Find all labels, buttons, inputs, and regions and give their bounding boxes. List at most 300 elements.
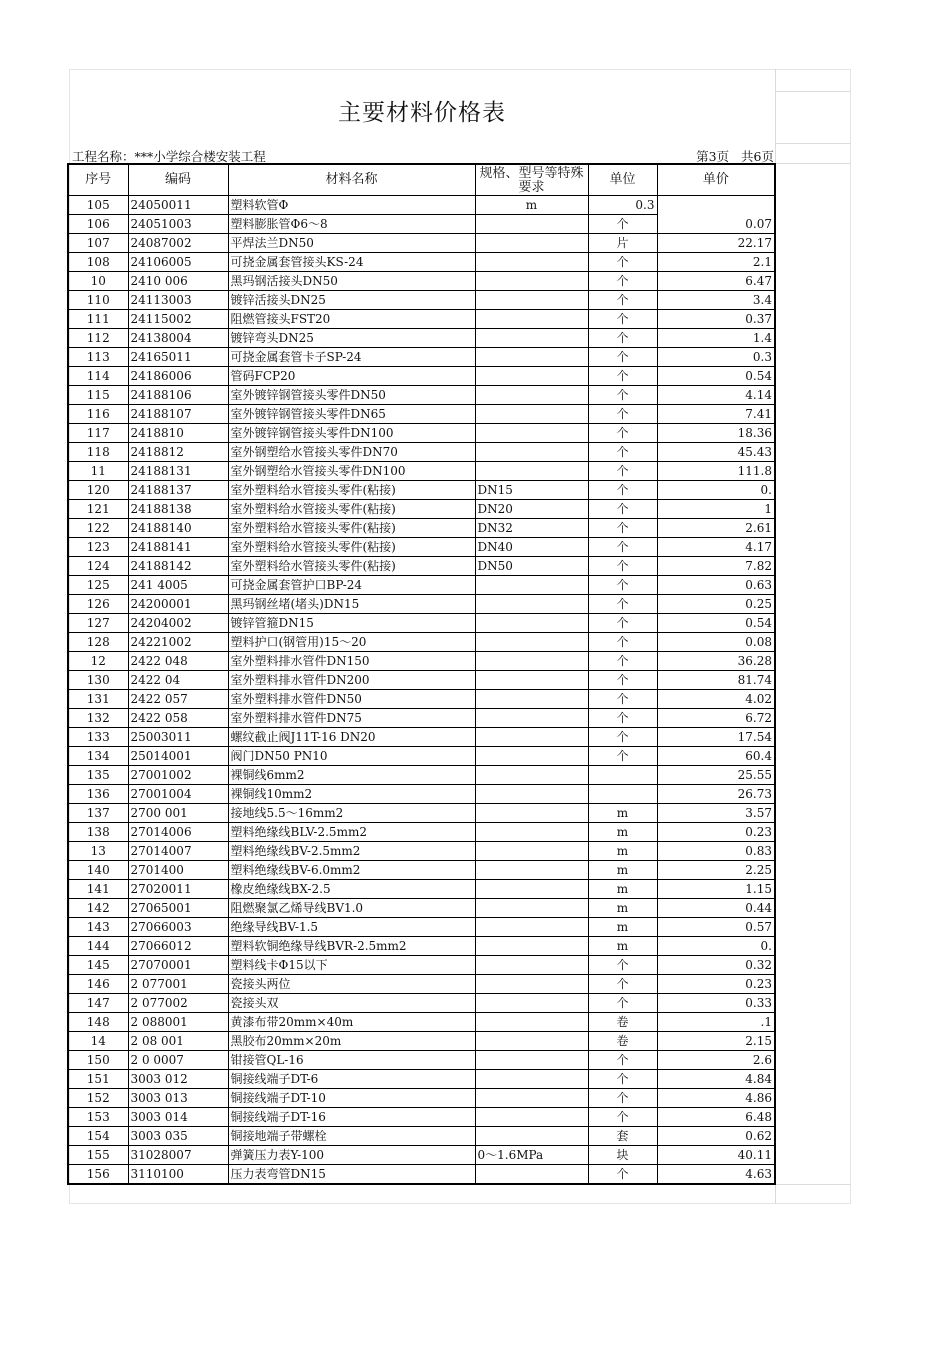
row-spec [475,1070,588,1089]
row-unit: 个 [588,500,657,519]
row-code: 3003 013 [128,1089,228,1108]
table-row [68,690,775,709]
table-row [68,1032,775,1051]
row-material-name: 室外塑料排水管件DN150 [228,652,475,671]
row-material-name: 平焊法兰DN50 [228,234,475,253]
row-code: 27014007 [128,842,228,861]
side-gridline [775,163,851,164]
row-unit: 个 [588,253,657,272]
row-number: 108 [68,253,128,272]
row-code: 24188142 [128,557,228,576]
table-row [68,1108,775,1127]
row-number: 118 [68,443,128,462]
row-price: 0.3 [588,196,657,215]
row-spec [475,804,588,823]
row-number: 150 [68,1051,128,1070]
table-row [68,1127,775,1146]
row-code: 2422 058 [128,709,228,728]
row-price: 0.44 [657,899,775,918]
row-spec [475,709,588,728]
row-spec [475,215,588,234]
row-code: 2422 057 [128,690,228,709]
row-number: 111 [68,310,128,329]
table-row [68,709,775,728]
row-code: 24188137 [128,481,228,500]
row-price: 7.41 [657,405,775,424]
row-price: .1 [657,1013,775,1032]
row-spec [475,956,588,975]
row-number: 137 [68,804,128,823]
row-unit: 个 [588,1070,657,1089]
row-code: 24188131 [128,462,228,481]
row-number: 126 [68,595,128,614]
row-unit: 个 [588,462,657,481]
row-material-name: 室外镀锌钢管接头零件DN50 [228,386,475,405]
row-material-name: 塑料软管Φ [228,196,475,215]
table-row [68,975,775,994]
row-code: 25014001 [128,747,228,766]
row-spec [475,1013,588,1032]
row-unit: 个 [588,424,657,443]
table-row [68,196,775,215]
side-column [775,69,851,1204]
row-price: 6.48 [657,1108,775,1127]
row-price: 2.61 [657,519,775,538]
row-price: 25.55 [657,766,775,785]
row-code: 2422 04 [128,671,228,690]
row-unit: 个 [588,1165,657,1185]
table-row [68,1165,775,1185]
row-number: 134 [68,747,128,766]
row-code: 241 4005 [128,576,228,595]
row-unit: m [588,804,657,823]
table-row [68,842,775,861]
row-code: 24050011 [128,196,228,215]
row-price: 6.72 [657,709,775,728]
table-row [68,443,775,462]
row-material-name: 黄漆布带20mm×40m [228,1013,475,1032]
row-price: 4.84 [657,1070,775,1089]
table-row [68,671,775,690]
row-price: 4.17 [657,538,775,557]
table-row [68,728,775,747]
row-number: 13 [68,842,128,861]
row-number: 127 [68,614,128,633]
row-material-name: 室外塑料排水管件DN50 [228,690,475,709]
row-material-name: 塑料软铜绝缘导线BVR-2.5mm2 [228,937,475,956]
row-number: 143 [68,918,128,937]
row-code: 24188138 [128,500,228,519]
row-material-name: 镀锌管箍DN15 [228,614,475,633]
row-number: 132 [68,709,128,728]
row-number: 146 [68,975,128,994]
row-material-name: 塑料绝缘线BV-2.5mm2 [228,842,475,861]
row-spec [475,633,588,652]
row-spec [475,994,588,1013]
row-spec [475,1165,588,1185]
table-row [68,462,775,481]
row-material-name: 阻燃聚氯乙烯导线BV1.0 [228,899,475,918]
row-price: 17.54 [657,728,775,747]
row-material-name: 铜接线端子DT-16 [228,1108,475,1127]
row-unit [588,766,657,785]
row-material-name: 室外塑料给水管接头零件(粘接) [228,500,475,519]
table-row [68,424,775,443]
row-spec [475,1051,588,1070]
table-row [68,405,775,424]
table-row [68,747,775,766]
row-spec [475,899,588,918]
table-row [68,823,775,842]
table-row [68,481,775,500]
row-price: 4.02 [657,690,775,709]
row-unit: 个 [588,329,657,348]
row-number: 144 [68,937,128,956]
row-unit: 个 [588,747,657,766]
row-unit: m [588,861,657,880]
row-code: 27066003 [128,918,228,937]
row-material-name: 钳接管QL-16 [228,1051,475,1070]
row-unit: 个 [588,538,657,557]
side-gridline [775,91,851,92]
row-spec [475,348,588,367]
row-unit: 个 [588,652,657,671]
row-spec [475,272,588,291]
row-spec [475,462,588,481]
row-number: 130 [68,671,128,690]
row-material-name: 室外塑料给水管接头零件(粘接) [228,538,475,557]
row-spec [475,424,588,443]
row-material-name: 镀锌弯头DN25 [228,329,475,348]
row-material-name: 阻燃管接头FST20 [228,310,475,329]
row-unit: m [588,899,657,918]
row-spec [475,671,588,690]
row-material-name: 管码FCP20 [228,367,475,386]
row-code: 24221002 [128,633,228,652]
row-unit: 个 [588,728,657,747]
row-number: 114 [68,367,128,386]
row-material-name: 铜接地端子带螺栓 [228,1127,475,1146]
row-material-name: 可挠金属套管卡子SP-24 [228,348,475,367]
table-row [68,956,775,975]
row-unit: 个 [588,1089,657,1108]
row-code: 2418810 [128,424,228,443]
row-number: 12 [68,652,128,671]
row-material-name: 铜接线端子DT-6 [228,1070,475,1089]
table-row [68,899,775,918]
row-unit: 个 [588,1108,657,1127]
materials-table [67,163,776,1185]
row-unit: 卷 [588,1013,657,1032]
row-price: 0.25 [657,595,775,614]
table-row [68,367,775,386]
row-spec [475,918,588,937]
row-price: 45.43 [657,443,775,462]
row-number: 153 [68,1108,128,1127]
row-unit: m [475,196,588,215]
table-row [68,272,775,291]
row-number: 125 [68,576,128,595]
row-code: 2418812 [128,443,228,462]
row-unit: 片 [588,234,657,253]
row-number: 116 [68,405,128,424]
row-material-name: 室外钢塑给水管接头零件DN100 [228,462,475,481]
row-price: 0.54 [657,614,775,633]
row-number: 141 [68,880,128,899]
row-number: 151 [68,1070,128,1089]
row-code: 27070001 [128,956,228,975]
row-spec [475,747,588,766]
row-code: 27066012 [128,937,228,956]
row-spec [475,937,588,956]
table-row [68,861,775,880]
row-price: 4.63 [657,1165,775,1185]
row-price: 3.57 [657,804,775,823]
row-price: 1.15 [657,880,775,899]
row-price: 0.63 [657,576,775,595]
row-material-name: 黑玛钢丝堵(堵头)DN15 [228,595,475,614]
row-number: 148 [68,1013,128,1032]
row-unit: 个 [588,291,657,310]
row-unit: 个 [588,956,657,975]
row-material-name: 可挠金属套管接头KS-24 [228,253,475,272]
row-unit: 个 [588,614,657,633]
table-row [68,348,775,367]
row-material-name: 弹簧压力表Y-100 [228,1146,475,1165]
row-material-name: 橡皮绝缘线BX-2.5 [228,880,475,899]
row-price: 81.74 [657,671,775,690]
row-material-name: 压力表弯管DN15 [228,1165,475,1185]
row-unit: 个 [588,405,657,424]
row-number: 136 [68,785,128,804]
row-spec: DN20 [475,500,588,519]
header-price: 单价 [657,164,775,196]
row-material-name: 室外塑料给水管接头零件(粘接) [228,519,475,538]
row-unit: 个 [588,519,657,538]
row-number: 120 [68,481,128,500]
row-number: 113 [68,348,128,367]
row-price: 0.54 [657,367,775,386]
row-unit: 个 [588,557,657,576]
row-number: 133 [68,728,128,747]
row-price: 36.28 [657,652,775,671]
row-number: 145 [68,956,128,975]
row-code: 3003 014 [128,1108,228,1127]
table-row [68,785,775,804]
row-number: 115 [68,386,128,405]
table-row [68,519,775,538]
header-code: 编码 [128,164,228,196]
table-row [68,215,775,234]
row-code: 24051003 [128,215,228,234]
row-price: 4.86 [657,1089,775,1108]
row-code: 24188107 [128,405,228,424]
row-code: 24113003 [128,291,228,310]
row-code: 2 08 001 [128,1032,228,1051]
row-spec [475,785,588,804]
row-code: 3110100 [128,1165,228,1185]
row-code: 2410 006 [128,272,228,291]
row-unit: 个 [588,215,657,234]
row-price: 0.07 [657,215,775,234]
row-unit: 个 [588,975,657,994]
table-row [68,937,775,956]
row-number: 138 [68,823,128,842]
table-row [68,538,775,557]
row-code: 27014006 [128,823,228,842]
row-spec: DN15 [475,481,588,500]
row-number: 117 [68,424,128,443]
row-number: 106 [68,215,128,234]
row-code: 27020011 [128,880,228,899]
row-unit: 个 [588,272,657,291]
header-name: 材料名称 [228,164,475,196]
row-spec [475,690,588,709]
row-number: 147 [68,994,128,1013]
row-material-name: 螺纹截止阀J11T-16 DN20 [228,728,475,747]
row-spec [475,861,588,880]
row-price: 0.32 [657,956,775,975]
row-code: 24204002 [128,614,228,633]
row-unit: m [588,842,657,861]
table-row [68,918,775,937]
row-material-name: 黑玛钢活接头DN50 [228,272,475,291]
row-price: 7.82 [657,557,775,576]
row-number: 110 [68,291,128,310]
row-unit: 个 [588,709,657,728]
table-row [68,766,775,785]
row-spec [475,253,588,272]
row-code: 31028007 [128,1146,228,1165]
row-code: 24186006 [128,367,228,386]
table-row [68,1013,775,1032]
row-price: 2.15 [657,1032,775,1051]
row-price: 1.4 [657,329,775,348]
row-material-name: 铜接线端子DT-10 [228,1089,475,1108]
row-spec: DN32 [475,519,588,538]
row-unit: m [588,823,657,842]
table-row [68,804,775,823]
header-no: 序号 [68,164,128,196]
row-price: 4.14 [657,386,775,405]
row-unit: 个 [588,595,657,614]
row-spec: DN50 [475,557,588,576]
row-material-name: 室外塑料排水管件DN200 [228,671,475,690]
row-price: 40.11 [657,1146,775,1165]
row-material-name: 塑料护口(钢管用)15～20 [228,633,475,652]
row-price: 0.3 [657,348,775,367]
row-price: 26.73 [657,785,775,804]
row-code: 2 088001 [128,1013,228,1032]
row-price: 0.83 [657,842,775,861]
row-spec [475,728,588,747]
row-spec [475,595,588,614]
row-spec [475,975,588,994]
row-code: 24188140 [128,519,228,538]
row-code: 24165011 [128,348,228,367]
row-code: 2422 048 [128,652,228,671]
row-code: 24115002 [128,310,228,329]
row-number: 105 [68,196,128,215]
table-row [68,1051,775,1070]
row-number: 135 [68,766,128,785]
header-unit: 单位 [588,164,657,196]
row-price: 0.62 [657,1127,775,1146]
row-number: 122 [68,519,128,538]
row-code: 27001004 [128,785,228,804]
table-row [68,500,775,519]
row-price: 0. [657,481,775,500]
row-price: 0.33 [657,994,775,1013]
row-unit: 个 [588,348,657,367]
table-row [68,614,775,633]
table-body [68,196,775,1185]
row-code: 2 077002 [128,994,228,1013]
row-spec [475,880,588,899]
row-spec [475,367,588,386]
row-price: 111.8 [657,462,775,481]
row-unit: 个 [588,310,657,329]
row-unit: m [588,918,657,937]
row-unit: 卷 [588,1032,657,1051]
row-code: 2 077001 [128,975,228,994]
row-price: 2.25 [657,861,775,880]
row-spec [475,234,588,253]
row-number: 14 [68,1032,128,1051]
table-row [68,386,775,405]
row-material-name: 塑料绝缘线BV-6.0mm2 [228,861,475,880]
row-spec [475,1127,588,1146]
row-spec: DN40 [475,538,588,557]
row-material-name: 室外塑料给水管接头零件(粘接) [228,481,475,500]
row-unit: m [588,880,657,899]
row-material-name: 室外塑料给水管接头零件(粘接) [228,557,475,576]
row-price: 60.4 [657,747,775,766]
row-price: 2.1 [657,253,775,272]
row-price: 22.17 [657,234,775,253]
row-spec [475,1089,588,1108]
row-code: 24138004 [128,329,228,348]
table-row [68,595,775,614]
table-row [68,1146,775,1165]
row-code: 27001002 [128,766,228,785]
row-code: 24188141 [128,538,228,557]
row-material-name: 室外镀锌钢管接头零件DN100 [228,424,475,443]
row-unit: m [588,937,657,956]
row-spec [475,652,588,671]
table-row [68,994,775,1013]
row-unit: 套 [588,1127,657,1146]
table-row [68,310,775,329]
table-row [68,633,775,652]
row-unit: 个 [588,386,657,405]
row-unit: 个 [588,443,657,462]
row-spec [475,842,588,861]
row-material-name: 塑料膨胀管Φ6～8 [228,215,475,234]
row-unit [588,785,657,804]
row-price: 0.23 [657,823,775,842]
row-material-name: 塑料线卡Φ15以下 [228,956,475,975]
row-number: 123 [68,538,128,557]
row-number: 155 [68,1146,128,1165]
table-row [68,234,775,253]
row-number: 152 [68,1089,128,1108]
row-spec [475,443,588,462]
side-gridline [775,143,851,144]
row-number: 140 [68,861,128,880]
row-unit: 个 [588,633,657,652]
header-spec: 规格、型号等特殊要求 [475,164,588,196]
